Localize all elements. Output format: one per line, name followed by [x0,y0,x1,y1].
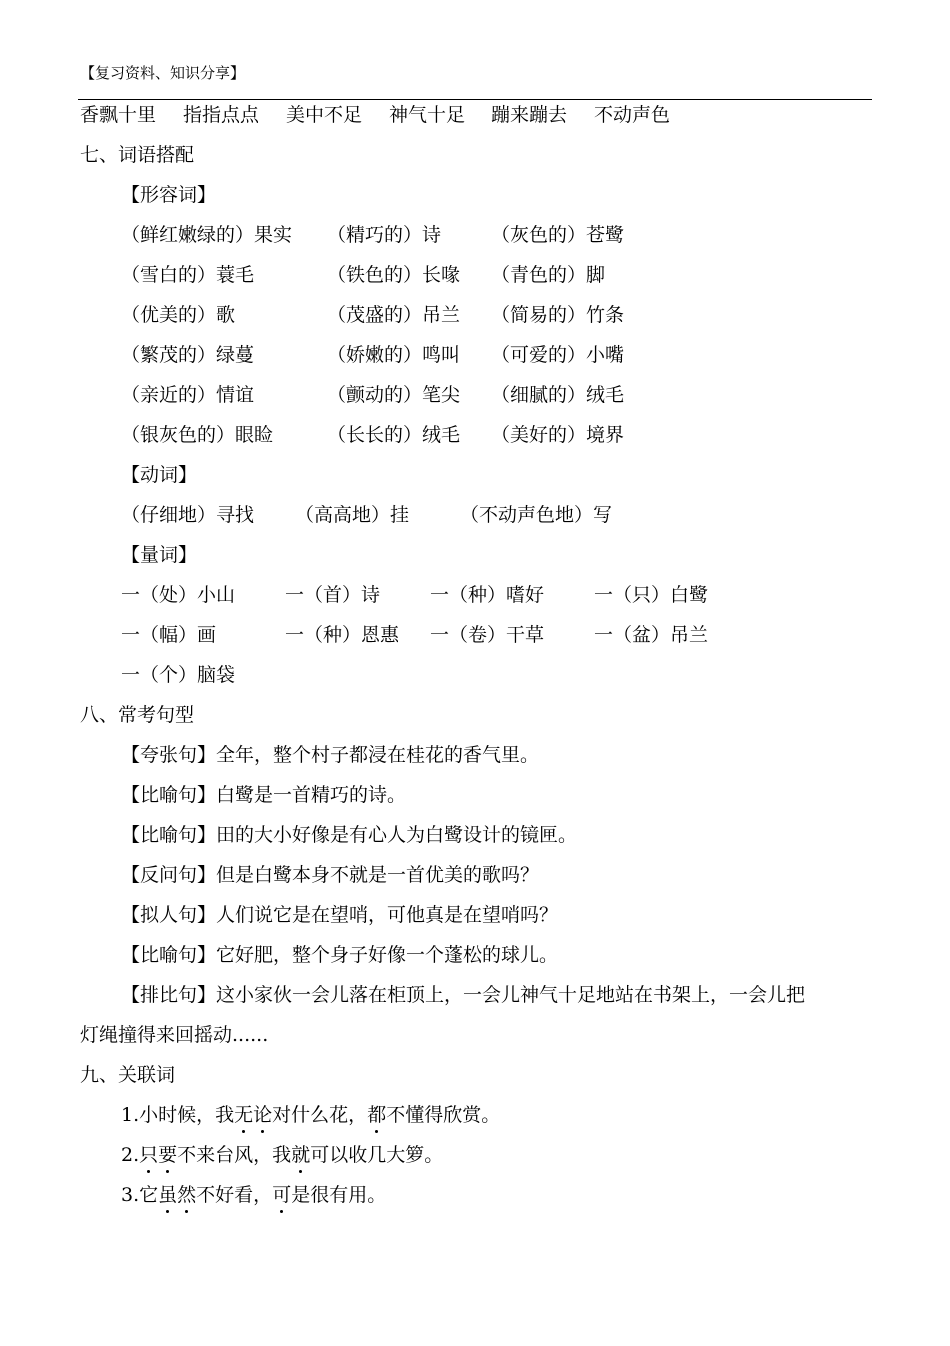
collocation: （精巧的）诗 [327,224,442,246]
section-title: 九、关联词 [80,1064,176,1086]
category-label: 【量词】 [121,544,198,566]
sentence-item: 【反问句】但是白鹭本身不就是一首优美的歌吗？ [121,864,540,886]
sentence-item: 【比喻句】它好肥，整个身子好像一个蓬松的球儿。 [121,944,559,966]
sentence-text: 不懂得欣赏。 [386,1104,501,1126]
collocation: （简易的）竹条 [491,304,625,326]
emphasized-char: 就 [291,1140,310,1170]
conjunction-sentence [121,1100,500,1130]
section-title: 七、词语搭配 [80,144,195,166]
collocation: 一（卷）干草 [430,624,545,646]
idiom: 神气十足 [389,104,466,126]
collocation: 一（只）白鹭 [594,584,709,606]
collocation: 一（个）脑袋 [121,664,236,686]
sentence-text: 对什么花， [272,1104,368,1126]
collocation: （可爱的）小嘴 [491,344,625,366]
sentence-text: 不好看， [196,1184,273,1206]
collocation: （长长的）绒毛 [327,424,461,446]
collocation: （鲜红嫩绿的）果实 [121,224,293,246]
collocation: 一（幅）画 [121,624,217,646]
idiom: 蹦来蹦去 [491,104,568,126]
collocation: （高高地）挂 [295,504,410,526]
collocation: （不动声色地）写 [460,504,613,526]
collocation: （仔细地）寻找 [121,504,255,526]
emphasized-char: 要 [158,1140,177,1170]
collocation: （银灰色的）眼睑 [121,424,274,446]
collocation: （茂盛的）吊兰 [327,304,461,326]
category-label: 【形容词】 [121,184,217,206]
collocation: （铁色的）长喙 [327,264,461,286]
collocation: 一（处）小山 [121,584,236,606]
sentence-item: 【比喻句】白鹭是一首精巧的诗。 [121,784,407,806]
sentence-item: 【比喻句】田的大小好像是有心人为白鹭设计的镜匣。 [121,824,578,846]
emphasized-char: 论 [253,1100,272,1130]
collocation: （美好的）境界 [491,424,625,446]
emphasized-char: 都 [367,1100,386,1130]
sentence-text: 是很有用。 [291,1184,387,1206]
collocation: （优美的）歌 [121,304,236,326]
conjunction-sentence [121,1180,386,1210]
collocation: （娇嫩的）鸣叫 [327,344,461,366]
sentence-item: 【夸张句】全年，整个村子都浸在桂花的香气里。 [121,744,540,766]
emphasized-char: 然 [177,1180,196,1210]
collocation: 一（种）嗜好 [430,584,545,606]
collocation: （青色的）脚 [491,264,606,286]
emphasized-char: 可 [272,1180,291,1210]
emphasized-char: 只 [139,1140,158,1170]
section-title: 八、常考句型 [80,704,195,726]
collocation: （灰色的）苍鹭 [491,224,625,246]
category-label: 【动词】 [121,464,198,486]
collocation: （繁茂的）绿蔓 [121,344,255,366]
idiom: 美中不足 [286,104,363,126]
emphasized-char: 无 [234,1100,253,1130]
collocation: 一（首）诗 [285,584,381,606]
sentence-text: 可以收几大箩。 [310,1144,444,1166]
sentence-text: 不来台风，我 [177,1144,292,1166]
collocation: 一（种）恩惠 [285,624,400,646]
page-header: 【复习资料、知识分享】 [80,64,246,82]
idiom: 不动声色 [594,104,671,126]
collocation: （细腻的）绒毛 [491,384,625,406]
sentence-text: 2. [121,1144,140,1166]
sentence-item-continuation: 灯绳撞得来回摇动...... [80,1024,269,1046]
idiom: 指指点点 [183,104,260,126]
conjunction-sentence [121,1140,443,1170]
collocation: （颤动的）笔尖 [327,384,461,406]
sentence-text: 1.小时候，我 [121,1104,235,1126]
collocation: （亲近的）情谊 [121,384,255,406]
idiom: 香飘十里 [80,104,157,126]
sentence-item: 【排比句】这小家伙一会儿落在柜顶上，一会儿神气十足地站在书架上，一会儿把 [121,984,806,1006]
sentence-text: 3.它 [121,1184,159,1206]
sentence-item: 【拟人句】人们说它是在望哨，可他真是在望哨吗？ [121,904,559,926]
collocation: （雪白的）蓑毛 [121,264,255,286]
emphasized-char: 虽 [158,1180,177,1210]
collocation: 一（盆）吊兰 [594,624,709,646]
